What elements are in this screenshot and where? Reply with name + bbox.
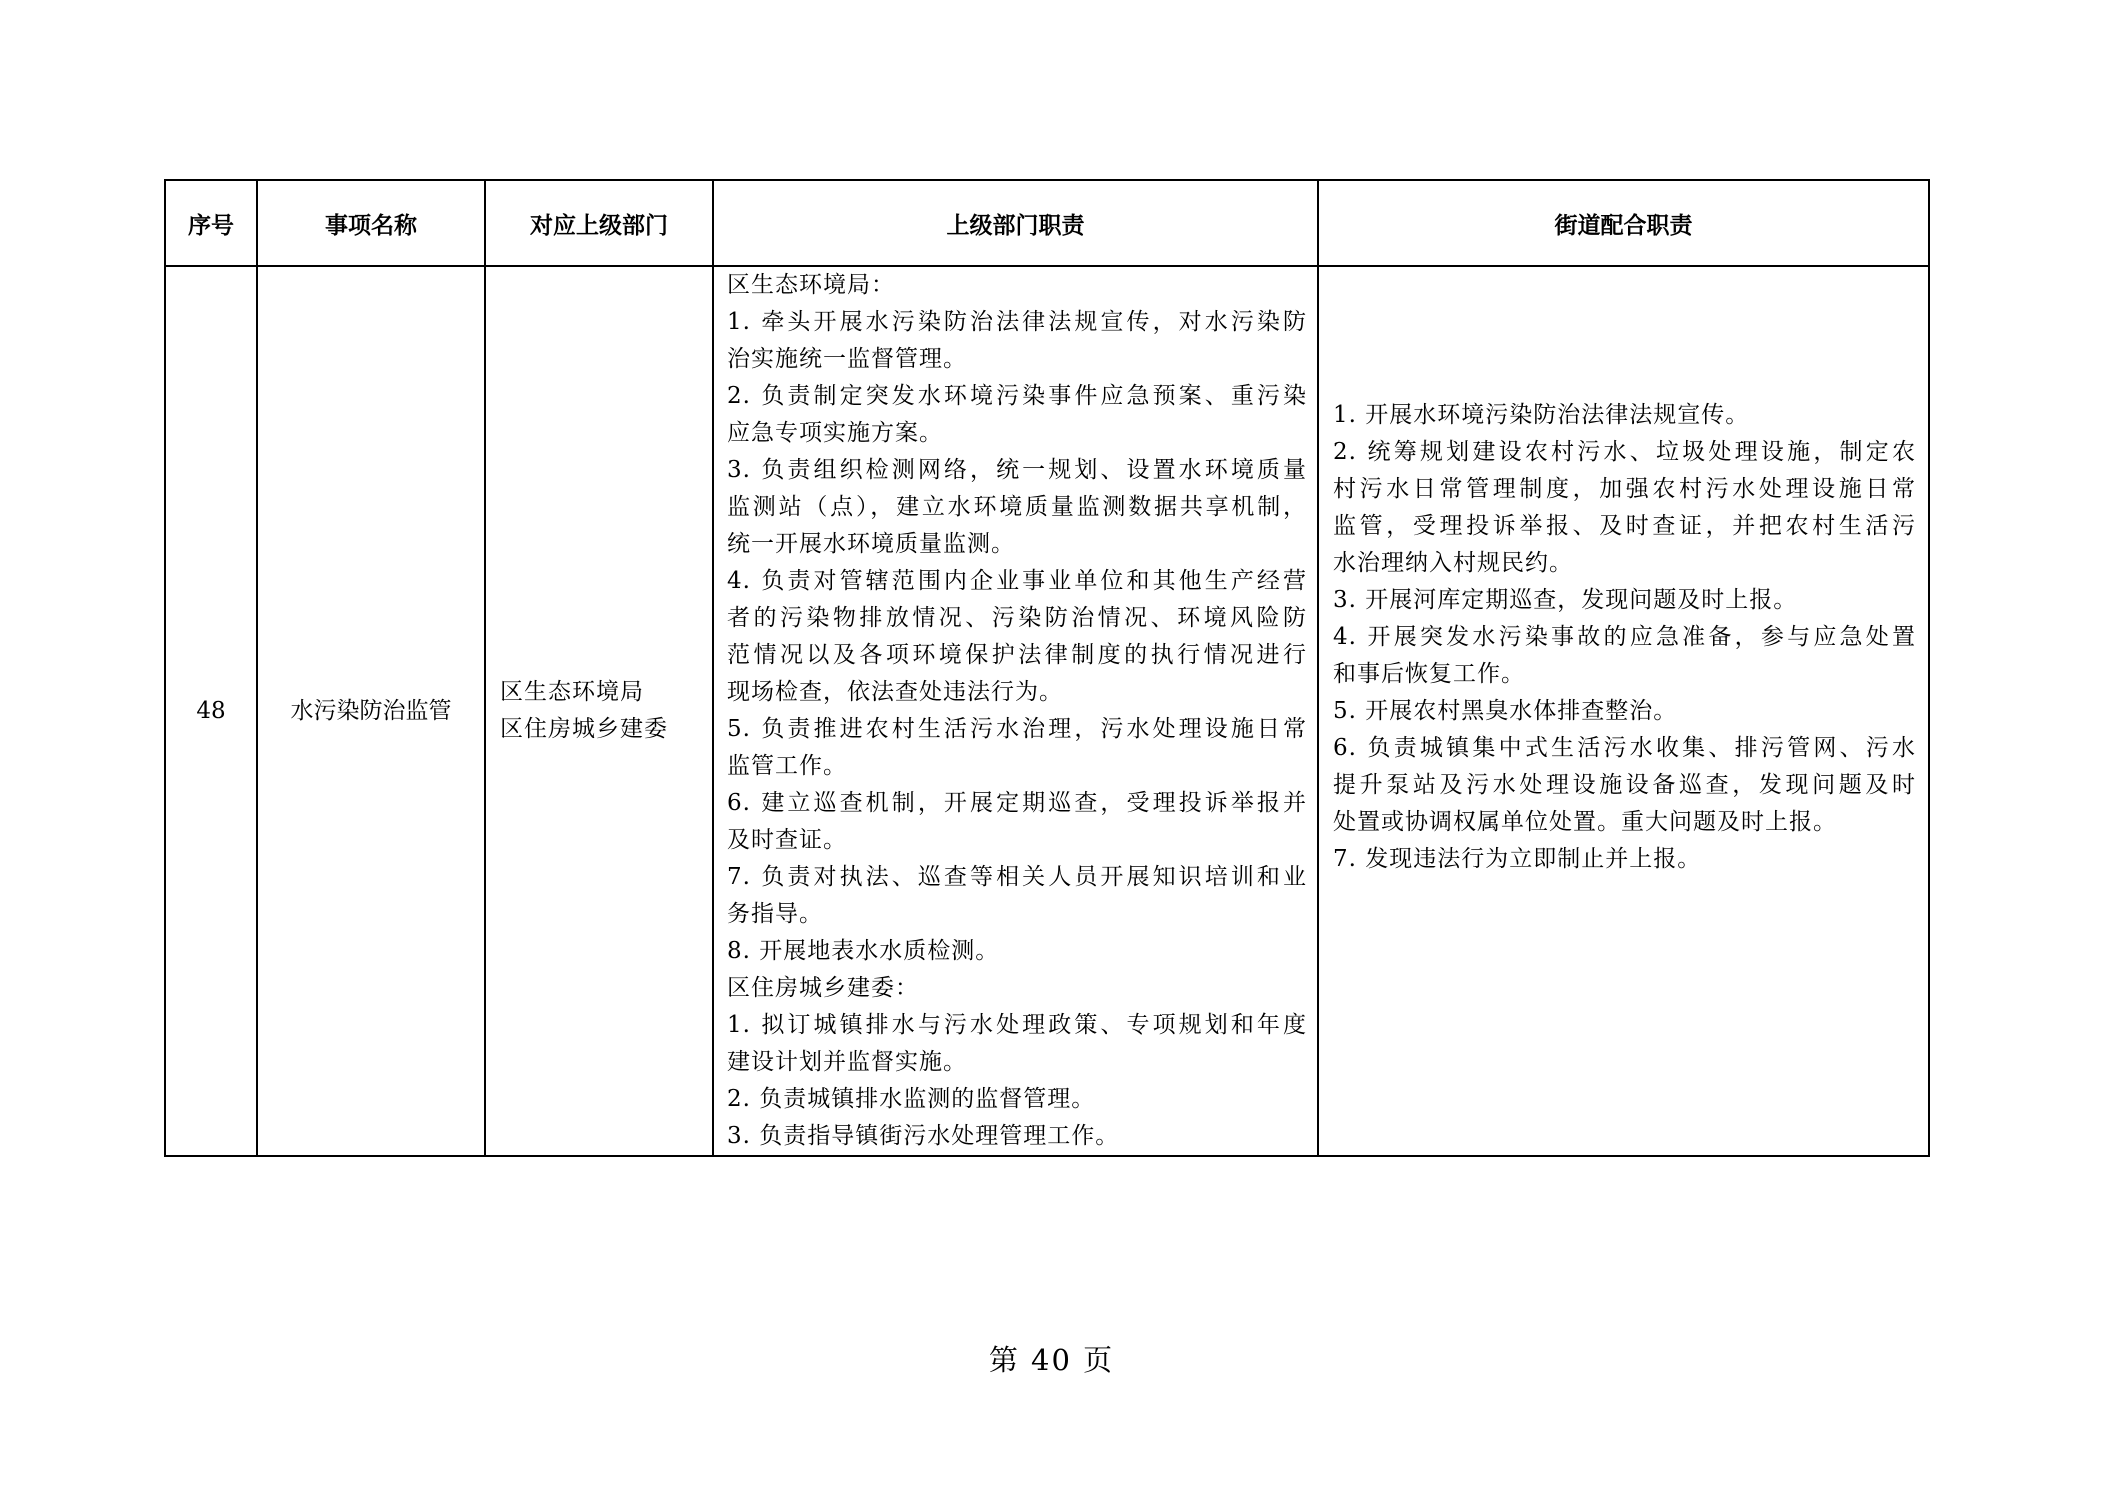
duty-line: 4. 负责对管辖范围内企业事业单位和其他生产经营 <box>727 568 1307 594</box>
duty-line: 范情况以及各项环境保护法律制度的执行情况进行 <box>727 642 1307 668</box>
duty-line: 治实施统一监督管理。 <box>727 346 967 372</box>
duty-line: 现场检查，依法查处违法行为。 <box>727 679 1063 705</box>
header-row <box>165 180 1929 266</box>
street-duty-line: 4. 开展突发水污染事故的应急准备，参与应急处置 <box>1333 623 1916 650</box>
duty-line: 3. 负责组织检测网络，统一规划、设置水环境质量 <box>727 457 1307 483</box>
duty-line: 7. 负责对执法、巡查等相关人员开展知识培训和业 <box>727 864 1307 890</box>
header-street-duties: 街道配合职责 <box>1318 180 1929 266</box>
row-number: 48 <box>165 266 257 1156</box>
duty-line: 2. 负责制定突发水环境污染事件应急预案、重污染 <box>727 383 1307 409</box>
duty-line: 区生态环境局： <box>727 272 895 298</box>
duty-line: 8. 开展地表水水质检测。 <box>727 938 1000 964</box>
street-duty-line: 和事后恢复工作。 <box>1333 660 1525 687</box>
street-duty-line: 监管，受理投诉举报、及时查证，并把农村生活污 <box>1333 512 1916 539</box>
duty-line: 监管工作。 <box>727 753 847 779</box>
street-duty-line: 6. 负责城镇集中式生活污水收集、排污管网、污水 <box>1333 734 1916 761</box>
street-duty-line: 5. 开展农村黑臭水体排查整治。 <box>1333 697 1678 724</box>
row-street-duties <box>1318 266 1929 1156</box>
duty-line: 3. 负责指导镇街污水处理管理工作。 <box>727 1123 1120 1149</box>
duty-line: 务指导。 <box>727 901 823 927</box>
header-superior-duties: 上级部门职责 <box>713 180 1318 266</box>
duty-table <box>164 179 1930 1157</box>
street-duty-line: 3. 开展河库定期巡查，发现问题及时上报。 <box>1333 586 1798 613</box>
street-duty-line: 水治理纳入村规民约。 <box>1333 549 1573 576</box>
header-number: 序号 <box>165 180 257 266</box>
duty-line: 及时查证。 <box>727 827 847 853</box>
header-item-name: 事项名称 <box>257 180 485 266</box>
table-row <box>165 266 1929 1156</box>
duty-line: 者的污染物排放情况、污染防治情况、环境风险防 <box>727 605 1307 631</box>
street-duty-line: 村污水日常管理制度，加强农村污水处理设施日常 <box>1333 475 1916 502</box>
duty-line: 应急专项实施方案。 <box>727 420 943 446</box>
street-duty-line: 处置或协调权属单位处置。重大问题及时上报。 <box>1333 808 1837 835</box>
street-duty-line: 7. 发现违法行为立即制止并上报。 <box>1333 845 1702 872</box>
duty-line: 统一开展水环境质量监测。 <box>727 531 1015 557</box>
duty-line: 2. 负责城镇排水监测的监督管理。 <box>727 1086 1096 1112</box>
header-department: 对应上级部门 <box>485 180 713 266</box>
department-line: 区生态环境局 <box>500 679 644 705</box>
duty-line: 1. 拟订城镇排水与污水处理政策、专项规划和年度 <box>727 1012 1307 1038</box>
duty-line: 监测站（点），建立水环境质量监测数据共享机制， <box>727 494 1307 520</box>
street-duties-spacer <box>1333 878 1916 1026</box>
duty-line: 6. 建立巡查机制，开展定期巡查，受理投诉举报并 <box>727 790 1307 816</box>
department-line: 区住房城乡建委 <box>500 716 668 742</box>
duty-line: 建设计划并监督实施。 <box>727 1049 967 1075</box>
row-departments <box>485 266 713 1156</box>
street-duty-line: 2. 统筹规划建设农村污水、垃圾处理设施，制定农 <box>1333 438 1916 465</box>
street-duty-line: 1. 开展水环境污染防治法律法规宣传。 <box>1333 401 1750 428</box>
duty-line: 区住房城乡建委： <box>727 975 919 1001</box>
duty-line: 5. 负责推进农村生活污水治理，污水处理设施日常 <box>727 716 1307 742</box>
row-item-name: 水污染防治监管 <box>257 266 485 1156</box>
duty-line: 1. 牵头开展水污染防治法律法规宣传，对水污染防 <box>727 309 1307 335</box>
page-number: 第 40 页 <box>988 1343 1115 1377</box>
street-duty-line: 提升泵站及污水处理设施设备巡查，发现问题及时 <box>1333 771 1916 798</box>
row-superior-duties <box>713 266 1318 1156</box>
